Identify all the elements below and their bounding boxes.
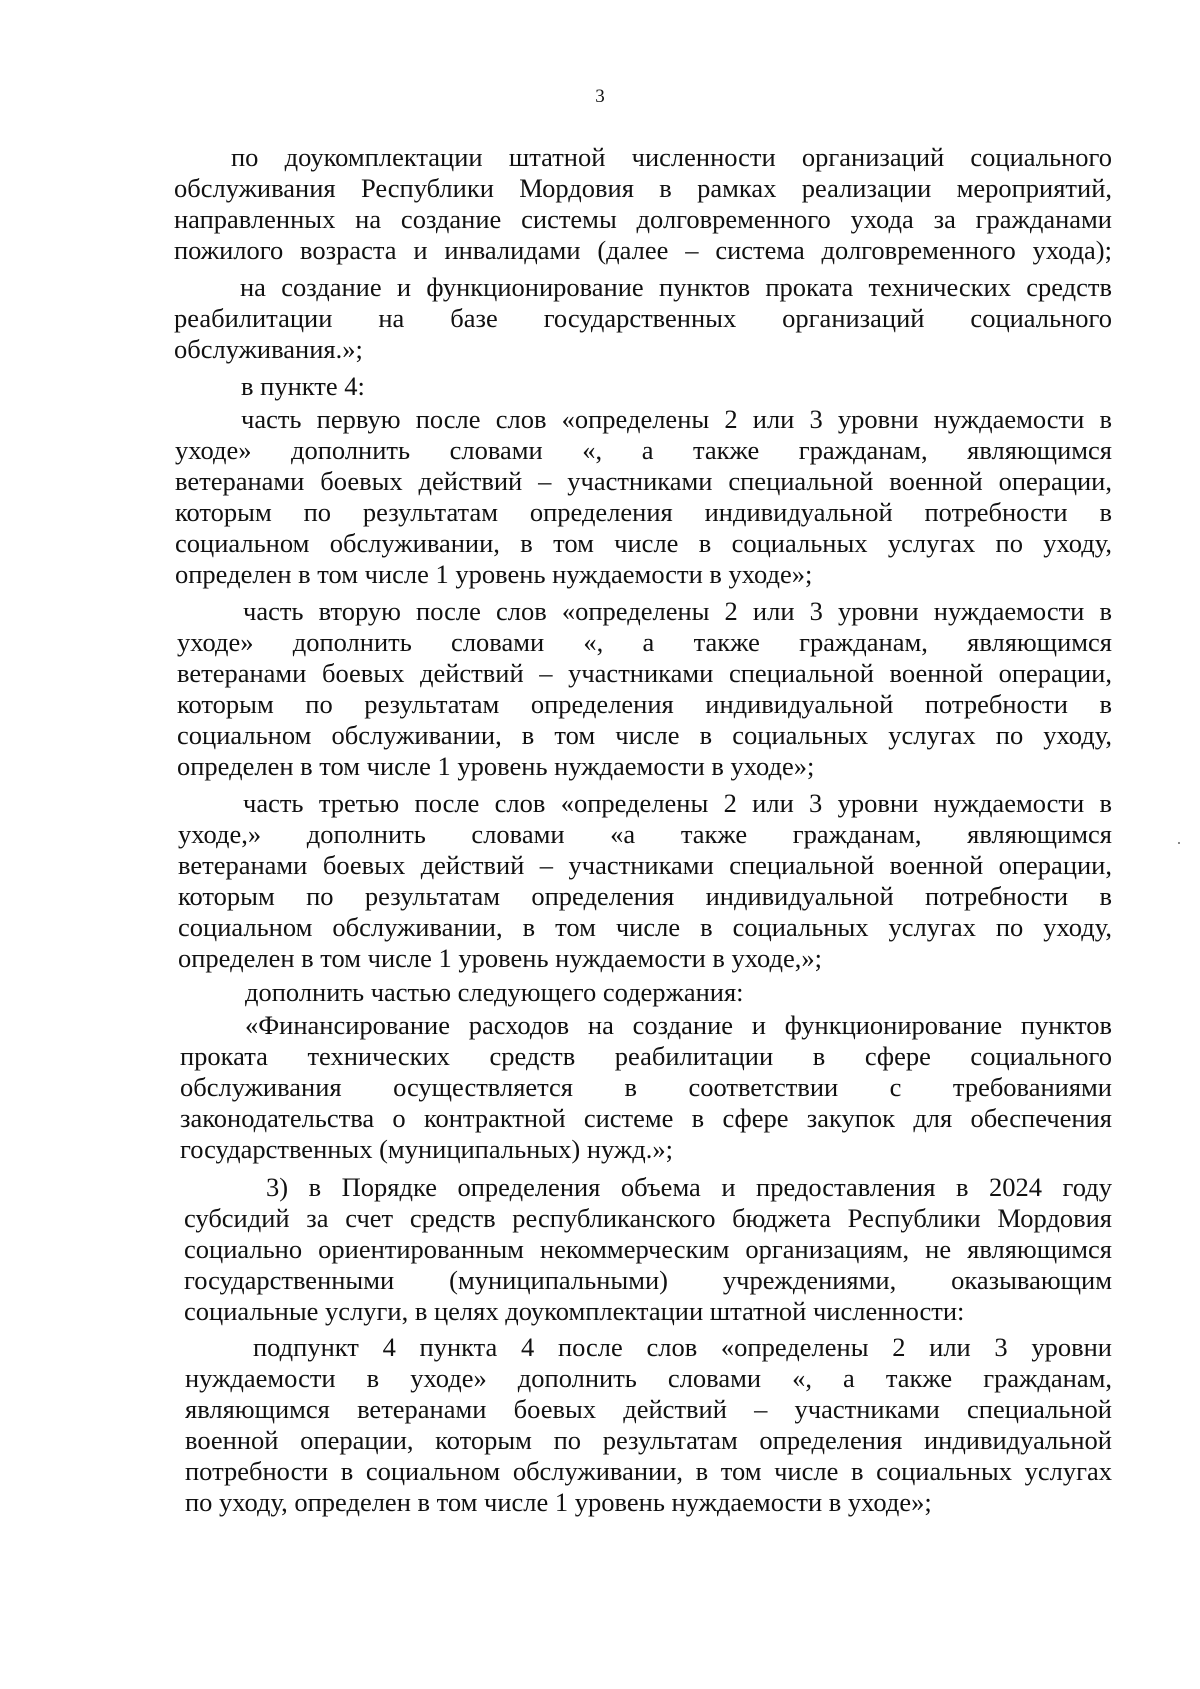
text-line: потребности в социальном обслуживании, в том числе в социальных услугах [185, 1456, 1112, 1486]
text-line: часть первую после слов «определены 2 или 3 уровни нуждаемости в [241, 404, 1112, 434]
text-line: дополнить частью следующего содержания: [245, 977, 744, 1007]
text-line: часть вторую после слов «определены 2 или 3 уровни нуждаемости в [243, 596, 1112, 626]
text-line: по доукомплектации штатной численности организаций социального [231, 142, 1112, 172]
text-line: определен в том числе 1 уровень нуждаемости в уходе»; [175, 559, 813, 589]
text-line: 3) в Порядке определения объема и предоставления в 2024 году [266, 1172, 1112, 1202]
text-line: пожилого возраста и инвалидами (далее – система долговременного ухода); [174, 235, 1112, 265]
text-line: нуждаемости в уходе» дополнить словами «, а также гражданам, [185, 1363, 1112, 1393]
text-line: обслуживания осуществляется в соответствии с требованиями [180, 1072, 1112, 1102]
text-line: субсидий за счет средств республиканского бюджета Республики Мордовия [184, 1203, 1112, 1233]
text-line: направленных на создание системы долговременного ухода за гражданами [174, 204, 1112, 234]
text-line: уходе,» дополнить словами «а также гражданам, являющимся [178, 819, 1112, 849]
text-line: подпункт 4 пункта 4 после слов «определены 2 или 3 уровни [253, 1332, 1112, 1362]
text-line: социальные услуги, в целях доукомплектации штатной численности: [184, 1296, 965, 1326]
document-body [0, 142, 1200, 1642]
scan-artifact [1178, 842, 1180, 844]
text-line: в пункте 4: [241, 371, 365, 401]
text-line: которым по результатам определения индивидуальной потребности в [177, 689, 1112, 719]
text-line: уходе» дополнить словами «, а также гражданам, являющимся [175, 435, 1112, 465]
text-line: определен в том числе 1 уровень нуждаемости в уходе»; [177, 751, 815, 781]
text-line: обслуживания.»; [174, 334, 363, 364]
text-line: на создание и функционирование пунктов проката технических средств [240, 272, 1112, 302]
text-line: военной операции, которым по результатам определения индивидуальной [185, 1425, 1112, 1455]
text-line: социально ориентированным некоммерческим организациям, не являющимся [184, 1234, 1112, 1264]
text-line: государственными (муниципальными) учреждениями, оказывающим [184, 1265, 1112, 1295]
text-line: которым по результатам определения индивидуальной потребности в [175, 497, 1112, 527]
text-line: определен в том числе 1 уровень нуждаемости в уходе,»; [178, 943, 822, 973]
text-line: ветеранами боевых действий – участниками специальной военной операции, [177, 658, 1112, 688]
text-line: социальном обслуживании, в том числе в социальных услугах по уходу, [177, 720, 1112, 750]
text-line: проката технических средств реабилитации в сфере социального [180, 1041, 1112, 1071]
text-line: уходе» дополнить словами «, а также гражданам, являющимся [177, 627, 1112, 657]
text-line: часть третью после слов «определены 2 или 3 уровни нуждаемости в [243, 788, 1112, 818]
text-line: по уходу, определен в том числе 1 уровень нуждаемости в уходе»; [185, 1487, 932, 1517]
text-line: являющимся ветеранами боевых действий – участниками специальной [185, 1394, 1112, 1424]
page-number: 3 [595, 86, 605, 107]
text-line: ветеранами боевых действий – участниками специальной военной операции, [178, 850, 1112, 880]
text-line: обслуживания Республики Мордовия в рамках реализации мероприятий, [174, 173, 1112, 203]
text-line: реабилитации на базе государственных организаций социального [174, 303, 1112, 333]
text-line: которым по результатам определения индивидуальной потребности в [178, 881, 1112, 911]
text-line: ветеранами боевых действий – участниками специальной военной операции, [175, 466, 1112, 496]
text-line: социальном обслуживании, в том числе в социальных услугах по уходу, [175, 528, 1112, 558]
text-line: законодательства о контрактной системе в сфере закупок для обеспечения [180, 1103, 1112, 1133]
text-line: государственных (муниципальных) нужд.»; [180, 1134, 673, 1164]
text-line: социальном обслуживании, в том числе в социальных услугах по уходу, [178, 912, 1112, 942]
text-line: «Финансирование расходов на создание и функционирование пунктов [245, 1010, 1112, 1040]
